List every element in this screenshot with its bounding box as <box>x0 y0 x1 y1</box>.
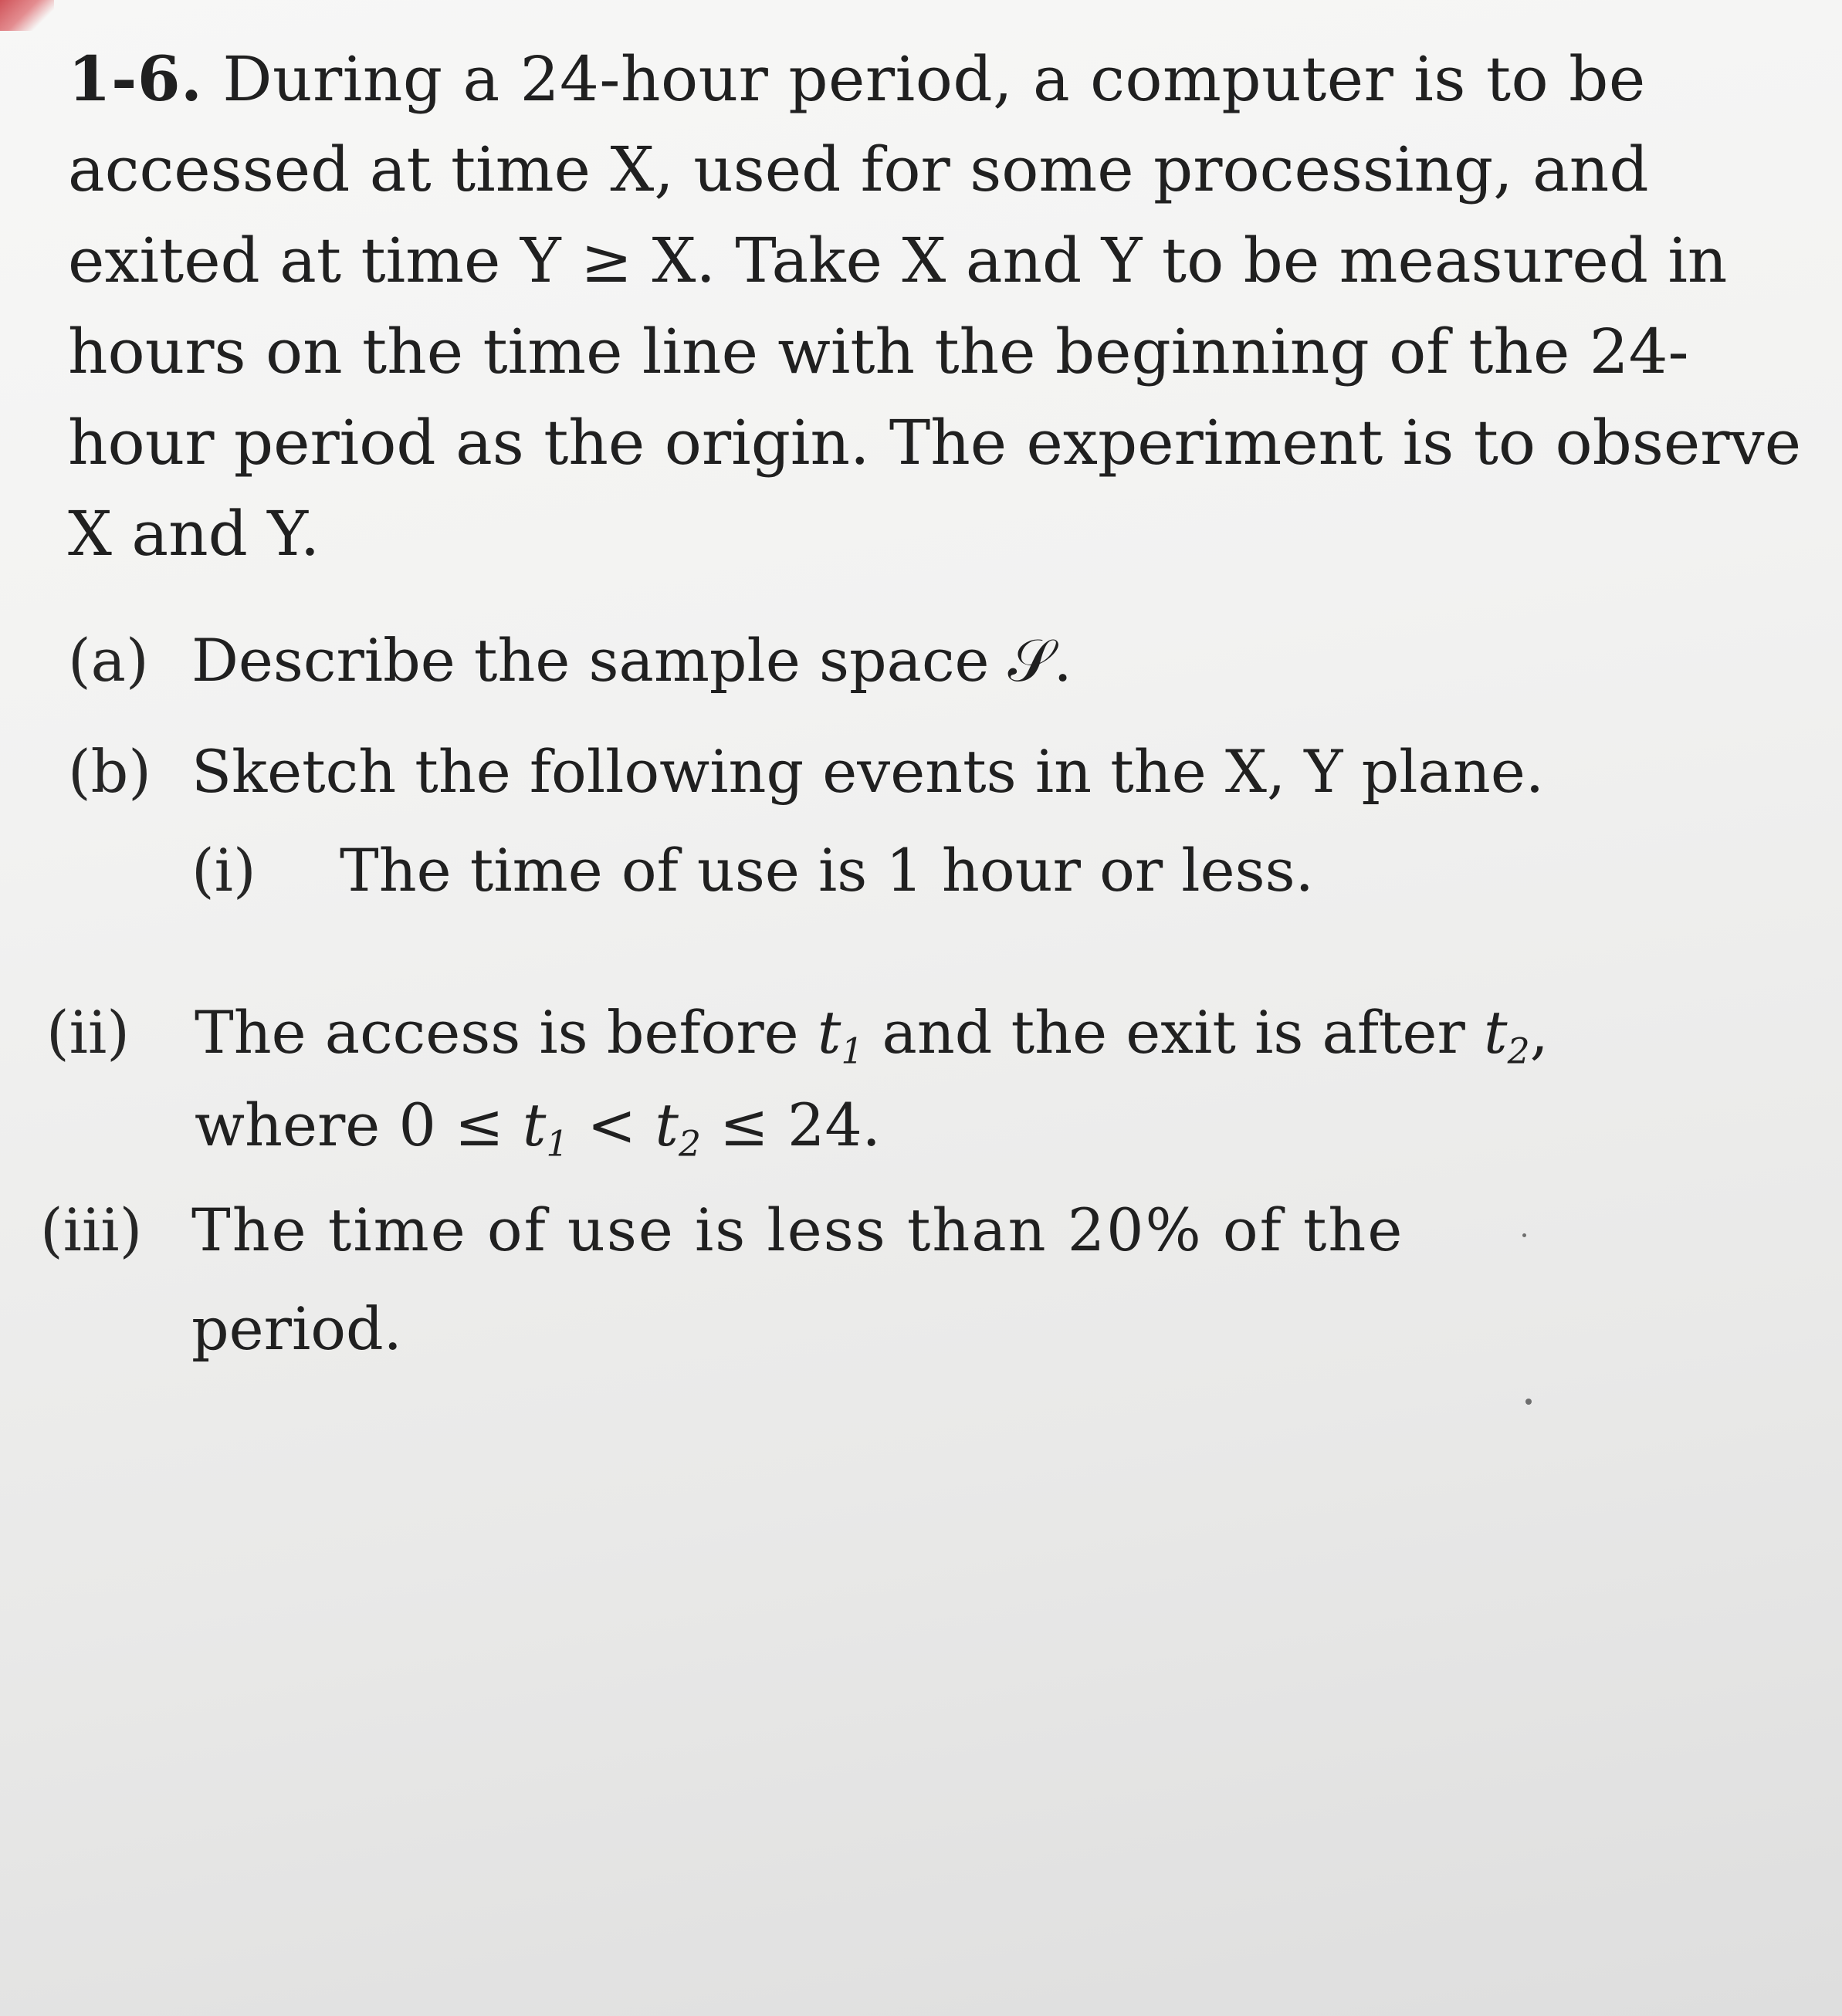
part-i-text: The time of use is 1 hour or less. <box>340 836 1314 905</box>
part-ii-bound: ≤ 24. <box>720 1091 881 1159</box>
stem-line-6: X and Y. <box>68 498 320 570</box>
part-ii-line-1: The access is before $t_1$ and the exit is after $t_2$, <box>195 998 1549 1072</box>
part-iii-line-2: period. <box>191 1294 402 1363</box>
page-corner-mark <box>0 0 54 31</box>
part-ii-where: where 0 ≤ <box>195 1091 504 1159</box>
part-a-text: Describe the sample space 𝒮. <box>191 626 1072 695</box>
stem-line-2: accessed at time X, used for some processing, and <box>68 134 1649 205</box>
t2-symbol: $t_2$ <box>1484 998 1530 1072</box>
part-iii-line-1: The time of use is less than 20% of the <box>191 1196 1404 1264</box>
problem-line-1 <box>68 42 1646 115</box>
part-ii-line-2 <box>195 1091 881 1165</box>
dust-speck <box>1522 1233 1526 1237</box>
stem-line-1: During a 24-hour period, a computer is to be <box>222 43 1646 115</box>
problem-number: 1-6. <box>68 42 203 115</box>
stem-line-3: exited at time Y ≥ X. Take X and Y to be measured in <box>68 225 1728 296</box>
part-i-label: (i) <box>191 836 256 905</box>
part-b-label: (b) <box>68 737 151 806</box>
dust-speck <box>1525 1399 1532 1405</box>
part-a-label: (a) <box>68 626 149 695</box>
part-ii-label: (ii) <box>46 998 130 1067</box>
part-ii-text-a: The access is before <box>195 998 799 1067</box>
t1-symbol-2: $t_1$ <box>522 1091 569 1165</box>
t1-symbol: $t_1$ <box>817 998 864 1072</box>
stem-line-4: hours on the time line with the beginning of the 24- <box>68 316 1689 387</box>
less-than-sign: < <box>587 1091 637 1159</box>
part-b-text: Sketch the following events in the X, Y plane. <box>191 737 1544 806</box>
t2-symbol-2: $t_2$ <box>655 1091 701 1165</box>
part-iii-label: (iii) <box>40 1196 143 1264</box>
stem-line-5: hour period as the origin. The experiment is to observe <box>68 407 1802 479</box>
part-ii-text-b: and the exit is after <box>882 998 1465 1067</box>
